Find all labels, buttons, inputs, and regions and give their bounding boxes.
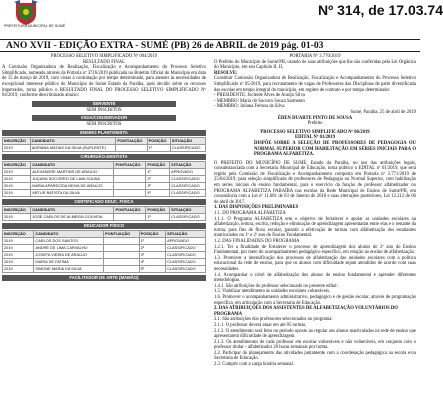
table-row: [3, 244, 206, 251]
section-cirurgiao-dentista: CIRURGIÃO-DENTISTA: [2, 154, 206, 160]
col-situacao: SITUAÇÃO: [166, 230, 206, 237]
cell-posicao: 2º: [139, 244, 165, 251]
cell-posicao: 1º: [146, 213, 170, 220]
cell-situacao: CLASSIFICADO: [166, 258, 206, 265]
member-item: - MEMBRO: Juliana Feitosa da Silva: [214, 104, 285, 110]
cell-pontuacao: [114, 168, 146, 175]
col-candidato: CANDIDATO: [30, 137, 116, 144]
table-row: [3, 144, 206, 151]
col-inscricao: INSCRIÇÃO: [3, 137, 31, 144]
cell-candidato: JUÇARA SOCORRO DE LIMA SOUSA: [31, 175, 114, 182]
list-item: 1.4. Acompanhar o nível de alfabetização dos alunos do ensino fundamental e aprender diferentes metodologias.: [214, 272, 416, 284]
cell-situacao: APROVADO: [170, 168, 206, 175]
left-intro: A Comissão Organizadora de Realização, Fiscalização e Acompanhamento do Processo Seletivo Simplificado, nomeada através da Portaria nº 3716/2019 publicada no Boletim Oficial do Município em data de 15 de março de 2019, com vistas à contratação por tempo determinado, para atender às necessidades de excepcional interesse público do Município de Sumé Estado da Paraíba, após decidir sobre os recursos impetrados, torna público o RESULTADO FINAL DO PROCESSO SELETIVO SIMPLIFICADO Nº 04/2019, conforme descriminado abaixo:: [2, 65, 206, 99]
list-item: 1.6. Promover o acompanhamento administrativo, pedagógico e de gestão escolar, através de programação específica, em articulação com a Secretaria de Educação.: [214, 294, 416, 306]
cell-situacao: CLASSIFICADO: [166, 265, 206, 272]
left-column: [2, 54, 206, 282]
cell-candidato: MARIA APARECIDA NEIVA DE ARAÚJO: [31, 182, 114, 189]
list-item: 1.1.1. O Programa ALFABETIZA tem o objetivo de fortalecer e apoiar as unidades escolares na alfabetização, leitura, escrita, redução e eliminação de aprendizagem apresentadas entre elas e o restante da turma, para fins de fluxo escolar, garantir a efetivação de turmas com alfabetização dos estudantes matriculados no 1º e 2º ano do Ensino Fundamental.: [214, 216, 416, 239]
col-pontuacao: PONTUAÇÃO: [114, 161, 146, 168]
cell-inscricao: 2019: [3, 189, 31, 196]
cell-inscricao: 2019: [3, 258, 34, 265]
cell-candidato: ALEXANDRE MARTINS DE ARAÚJO: [31, 168, 114, 175]
city-name: PREFEITURA MUNICIPAL DE SUMÉ: [4, 24, 66, 28]
col-candidato: CANDIDATO: [31, 206, 114, 213]
cell-posicao: 5º: [139, 265, 165, 272]
cell-pontuacao: [116, 144, 147, 151]
cell-pontuacao: [104, 237, 139, 244]
table-header-row: [3, 206, 206, 213]
signature-role: Prefeito: [307, 121, 323, 127]
cell-inscricao: 2019: [3, 175, 31, 182]
table-row: [3, 168, 206, 175]
cell-candidato: JOSÉ CARLOS DE ALMEIDA GOUVEIA: [31, 213, 114, 220]
cell-situacao: CLASSIFICADO: [166, 251, 206, 258]
cell-pontuacao: [104, 244, 139, 251]
cell-posicao: 4º: [146, 189, 170, 196]
cell-pontuacao: [104, 265, 139, 272]
cell-inscricao: 2019: [3, 144, 31, 151]
col-pontuacao: PONTUAÇÃO: [114, 206, 146, 213]
cell-pontuacao: [114, 213, 146, 220]
edital-body: O PREFEITO DO MUNICÍPIO DE SUMÉ, Estado da Paraíba, no uso das atribuições legais, consubstanciada com a Secretaria Municipal de Educação, torna público o EDITAL nº 01/2019, que será regido pela Comissão de Fiscalização e Acompanhamento composta em Portaria nº 3.771/2019 de 25/04/2019, para seleção simplificada de professores de Pedagogia ou Normal Superior, com habilitação em séries iniciais do ensino fundamental, para o exercício da função de professor alfabetizador no PROGRAMA ALFABETIZA PARAÍBA nas escolas da Rede Municipal de Ensino de Sumé/PB, em consonância com a Lei nº 11.681 de 03 de Janeiro de 2018 e suas alterações posteriores, Lei 12.212 de 06 de abril de 2017.: [214, 160, 416, 205]
col-situacao: SITUAÇÃO: [170, 161, 206, 168]
cell-candidato: MARIA DE FATIMA: [34, 258, 104, 265]
cell-situacao: CLASSIFICADO: [170, 182, 206, 189]
list-item: 1.3. Promover a intensificação dos processos de alfabetização das unidades escolares com a política educacional da rede de ensino, para que os alunos com dificuldade sejam atendidos de acordo com suas necessidades.: [214, 255, 416, 272]
table-row: [3, 251, 206, 258]
cell-candidato: JOSEFA VIEIRA DE ARAÚJO: [34, 251, 104, 258]
issue-number: Nº 314, de 17.03.74: [318, 2, 443, 18]
cell-candidato: SIMONE MARIA DA SILVA: [34, 265, 104, 272]
cell-inscricao: 2019: [3, 182, 31, 189]
cell-situacao: CLASSIFICADO: [170, 189, 206, 196]
cell-posicao: 3º: [146, 182, 170, 189]
no-applicants-vigia: SEM INSCRITOS: [86, 122, 122, 128]
member-item: - PRESIDENTE: Jucleide Alves de Araújo Silva: [214, 93, 305, 99]
cell-situacao: CLASSIFICADO: [166, 244, 206, 251]
col-posicao: POSIÇÃO: [146, 161, 170, 168]
no-applicants-servente: SEM INSCRITOS: [86, 107, 122, 113]
section-certificado: CERTIFICADO EDUC. FÍSICA: [2, 199, 206, 205]
col-posicao: POSIÇÃO: [147, 137, 170, 144]
list-item: 1.1. DO PROGRAMA ALFABETIZA: [214, 211, 286, 217]
cell-inscricao: 2019: [3, 244, 34, 251]
table-row: [3, 213, 206, 220]
table-row: [3, 237, 206, 244]
cell-posicao: 2º: [146, 175, 170, 182]
list-item: 2.2. Participar do planejamento das atividades juntamente com a coordenação pedagógica na escola e/ou Secretaria de Educação.: [214, 350, 416, 362]
col-situacao: SITUAÇÃO: [170, 137, 205, 144]
col-candidato: CANDIDATO: [34, 230, 104, 237]
col-posicao: POSIÇÃO: [139, 230, 165, 237]
table-header-row: [3, 161, 206, 168]
cell-situacao: APROVADO: [166, 237, 206, 244]
table-plantonista: [2, 137, 206, 152]
table-educador-fisico: [2, 230, 206, 273]
cell-pontuacao: [104, 251, 139, 258]
cell-posicao: 1º: [139, 237, 165, 244]
signature-date: Sumé, Paraíba, 25 de abril de 2019: [350, 109, 416, 115]
cell-situacao: CLASSIFICADO: [170, 213, 206, 220]
cell-candidato: CARLOS DOS SANTOS: [34, 237, 104, 244]
header: [0, 0, 443, 38]
member-item: - MEMBRO: Maria do Socorro Souza Sarmento: [214, 98, 305, 104]
cell-candidato: ANDRÉ DE LIMA CARVALHO: [34, 244, 104, 251]
section-plantonista: ENSINO PLANTONISTA: [2, 130, 206, 136]
municipal-coat-of-arms-icon: [12, 0, 40, 26]
cell-inscricao: 2019: [3, 168, 31, 175]
list-item: 2.1. São atribuições dos professores selecionados no programa:: [214, 317, 333, 323]
table-header-row: [3, 137, 206, 144]
section-servente: SERVENTE: [32, 101, 176, 107]
left-title: PROCESSO SELETIVO SIMPLIFICADO Nº 004/2019: [50, 54, 158, 59]
cell-inscricao: 2019: [3, 237, 34, 244]
cell-posicao: 3º: [139, 251, 165, 258]
section-educador-fisico: EDUCADOR FÍSICO: [2, 223, 206, 229]
cell-inscricao: 2019: [3, 251, 34, 258]
table-header-row: [3, 230, 206, 237]
list-item: 2.1.1. O professor deverá atuar em até 05 turmas.: [214, 322, 307, 328]
list-item: 1.5. Viabilizar atendimento às unidades escolares vulneráveis.: [214, 289, 331, 295]
cell-candidato: ARTUR BATISTA DA SILVA: [31, 189, 114, 196]
cell-pontuacao: [114, 189, 146, 196]
edital-number: EDITAL Nº 01/2019: [294, 135, 335, 141]
cell-situacao: CLASSIFICADO: [170, 144, 205, 151]
table-row: [3, 265, 206, 272]
col-inscricao: INSCRIÇÃO: [3, 230, 34, 237]
list-item: 2.3. Cumprir com a carga horária semanal.: [214, 362, 294, 368]
pss-title: PROCESSO SELETIVO SIMPLIFICADO Nº 06/2019: [260, 129, 370, 135]
portaria-intro: O Prefeito do Município de Sumé/PB, usando de suas atribuições que lhe são conferidas pela Lei Orgânica do Município, em seu Capítulo II, II,: [214, 59, 416, 71]
table-row: [3, 189, 206, 196]
cell-candidato: ADRIANA MATIAS DA SILVA (SUPLENTE): [30, 144, 116, 151]
col-pontuacao: PONTUAÇÃO: [104, 230, 139, 237]
cell-posicao: 1º: [146, 168, 170, 175]
table-cirurgiao-dentista: [2, 161, 206, 197]
resolve-heading: RESOLVE:: [214, 70, 238, 76]
edital-description: DISPÕE SOBRE A SELEÇÃO DE PROFESSORES DE PEDAGOGIA OU NORMAL SUPERIOR COM HABILITAÇÃO EM SÉRIES INICIAIS PARA O PROGRAMA ALFABETIZA.: [254, 140, 416, 158]
section-vigia: VIGIA/CONSERVADOR: [32, 115, 176, 121]
col-situacao: SITUAÇÃO: [170, 206, 206, 213]
portaria-title: PORTARIA Nº 3.770/2019: [289, 54, 341, 59]
col-inscricao: INSCRIÇÃO: [3, 206, 31, 213]
col-posicao: POSIÇÃO: [146, 206, 170, 213]
cell-posicao: 4º: [139, 258, 165, 265]
table-row: [3, 182, 206, 189]
cell-inscricao: 2019: [3, 265, 34, 272]
left-subtitle: RESULTADO FINAL: [82, 59, 126, 65]
cell-posicao: 1º: [147, 144, 170, 151]
list-item: 2.1.2. O atendimento será feito no período oposto ao regular aos alunos matriculados na rede de ensino que apresentarem dificuldade de aprendizagem.: [214, 328, 416, 340]
cell-situacao: CLASSIFICADO: [170, 175, 206, 182]
col-candidato: CANDIDATO: [31, 161, 114, 168]
right-column: [214, 54, 416, 368]
list-item: 1.2. DAS FINALIDADES DO PROGRAMA: [214, 239, 300, 244]
edition-line: ANO XVII - EDIÇÃO EXTRA - SUMÉ (PB) 26 de ABRIL de 2019 pág. 01-03: [6, 40, 324, 51]
cell-pontuacao: [114, 175, 146, 182]
table-certificado: [2, 206, 206, 221]
edition-band: [0, 39, 420, 52]
chapter-2-heading: 2. DAS ATRIBUIÇÕES DOS ASSISTENTES DE ALFABETIZAÇÃO VOLUNTÁRIOS DO PROGRAMA: [214, 306, 398, 317]
table-row: [3, 175, 206, 182]
list-item: 2.1.3. Os atendimentos de cada professor em escolas vulneráveis e não vulneráveis, em conjunto com o professor titular - alfabetizador 20 horas semanais por turma.: [214, 339, 416, 351]
signature-name: ÉDEN DUARTE PINTO DE SOUSA: [277, 115, 353, 121]
cell-pontuacao: [114, 182, 146, 189]
resolve-text: Constituir Comissão Organizadora de Realização, Fiscalização e Acompanhamento do Processo Seletivo Simplificado nº 05/2019, para recrutamento de vagas de Professores das Disciplinas de parte diversificada das escolas em tempo integral do município, em regime de contrato e por tempo determinado:: [214, 76, 416, 93]
cell-pontuacao: [104, 258, 139, 265]
col-pontuacao: PONTUAÇÃO: [116, 137, 147, 144]
chapter-1-heading: 1. DAS DISPOSIÇÕES PRELIMINARES: [214, 205, 299, 211]
col-inscricao: INSCRIÇÃO: [3, 161, 31, 168]
list-item: 1.2.1. Ter a finalidade de fortalecer o processo de aprendizagem dos alunos do 2º ano do Ensino Fundamental, por meio do acompanhamento pedagógico específico, em relação ao ensino de alfabetização.: [214, 244, 416, 256]
list-item: 1.4.1. São atribuições do professor selecionado no presente edital:: [214, 283, 338, 289]
cell-inscricao: 2019: [3, 213, 31, 220]
table-row: [3, 258, 206, 265]
section-facilitador-arte: FACILITADOR DE ARTE (MAMÃO): [2, 275, 206, 281]
